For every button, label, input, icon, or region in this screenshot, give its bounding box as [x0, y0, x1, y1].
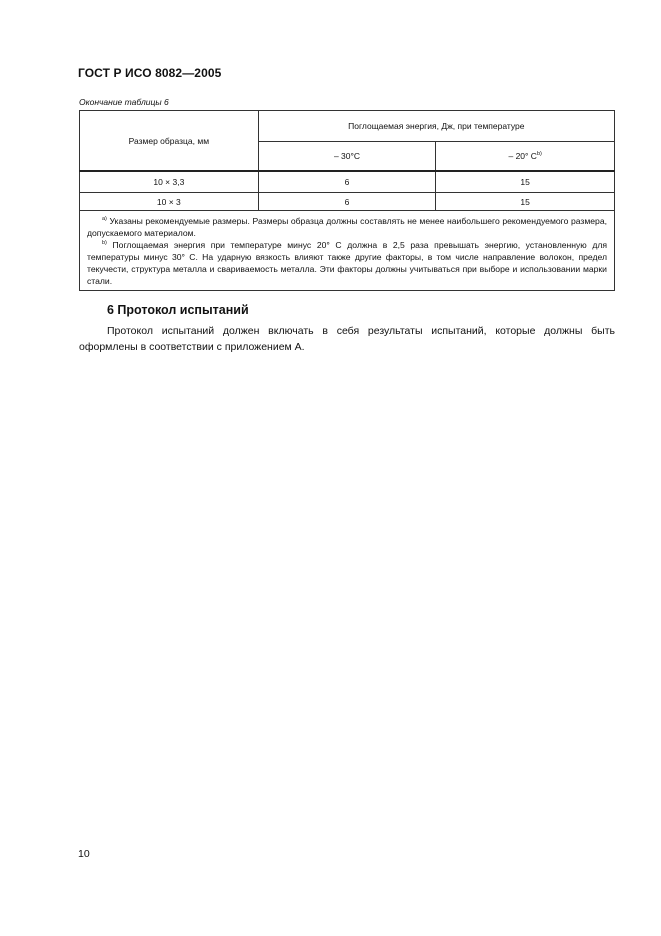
- page-number: 10: [78, 848, 90, 860]
- footnote-a-mark: a): [102, 216, 107, 223]
- document-header: ГОСТ Р ИСО 8082—2005: [78, 66, 222, 80]
- table-cell-energy-1: 6: [258, 171, 436, 193]
- footnote-a: [87, 215, 607, 239]
- table-notes-row: [80, 211, 615, 291]
- table-caption: Окончание таблицы 6: [79, 97, 169, 107]
- temperature-header-2-text: – 20° С: [508, 151, 537, 161]
- table-cell-energy-1: 6: [258, 193, 436, 211]
- table-cell-size: 10 × 3,3: [80, 171, 259, 193]
- size-column-header: Размер образца, мм: [80, 111, 259, 172]
- impact-energy-table: [79, 110, 615, 291]
- footnote-b-mark: b): [102, 240, 107, 247]
- section-title: 6 Протокол испытаний: [107, 303, 249, 317]
- temperature-header-2: [436, 142, 615, 172]
- footnote-b-text: Поглощаемая энергия при температуре минус 20° С должна в 2,5 раза превышать энергию, установленную для температуры минус 30° С. На ударную вязкость влияют также другие факторы, в том числе направление волокон, предел текучести, структура металла и свариваемость металла. Эти факторы должны учитываться при выборе и использовании марки стали.: [87, 240, 607, 286]
- temperature-footnote-mark: b): [536, 151, 542, 158]
- table-header-row: [80, 111, 615, 142]
- section-paragraph: Протокол испытаний должен включать в себя результаты испытаний, которые должны быть оформлены в соответствии с приложением А.: [79, 325, 615, 353]
- table-row: [80, 171, 615, 193]
- table-notes: [80, 211, 615, 291]
- table-cell-size: 10 × 3: [80, 193, 259, 211]
- footnote-b: [87, 239, 607, 287]
- footnote-a-text: Указаны рекомендуемые размеры. Размеры образца должны составлять не менее наибольшего рекомендуемого размера, допускаемого материалом.: [87, 216, 607, 238]
- table-cell-energy-2: 15: [436, 193, 615, 211]
- table-cell-energy-2: 15: [436, 171, 615, 193]
- table-row: [80, 193, 615, 211]
- temperature-header-1: – 30°С: [258, 142, 436, 172]
- energy-column-header: Поглощаемая энергия, Дж, при температуре: [258, 111, 614, 142]
